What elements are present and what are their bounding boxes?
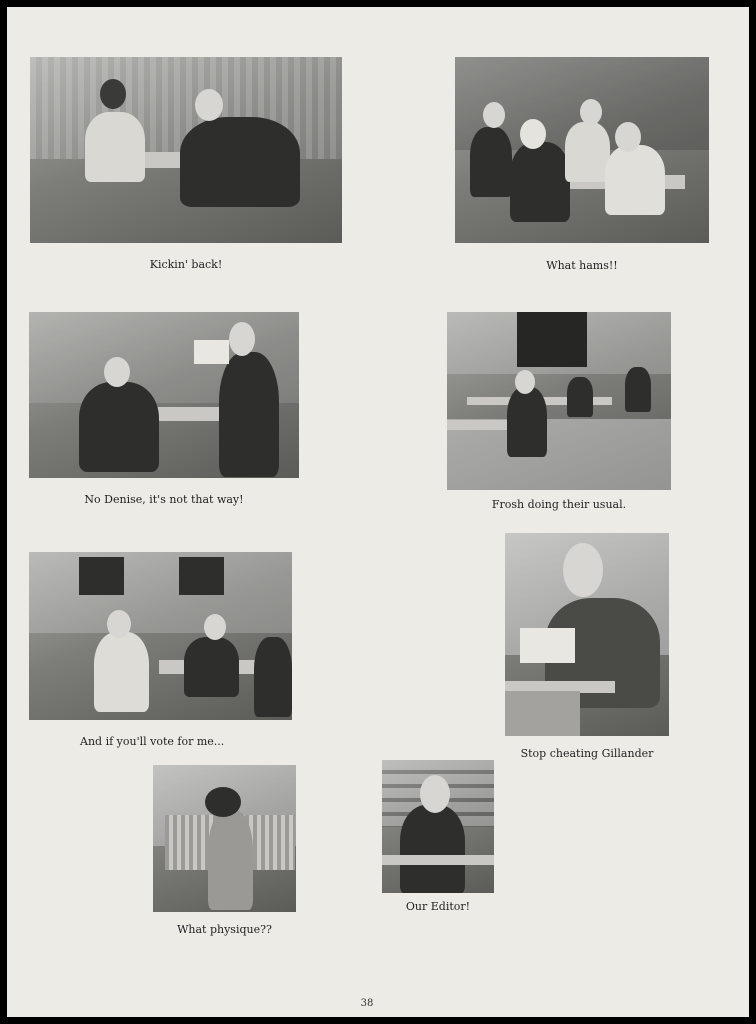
- photo-no-denise: [29, 312, 299, 478]
- photo-what-physique: [153, 765, 296, 912]
- caption-kickin-back: Kickin' back!: [149, 258, 223, 271]
- caption-our-editor: Our Editor!: [405, 900, 471, 913]
- caption-what-hams: What hams!!: [546, 259, 618, 272]
- caption-vote-for-me: And if you'll vote for me...: [80, 735, 225, 748]
- caption-stop-cheating: Stop cheating Gillander: [520, 747, 654, 760]
- photo-what-hams: [455, 57, 709, 243]
- yearbook-page: [7, 7, 749, 1017]
- page-number: 38: [360, 998, 374, 1009]
- photo-frosh: [447, 312, 671, 490]
- caption-what-physique: What physique??: [177, 923, 272, 936]
- photo-vote-for-me: [29, 552, 292, 720]
- photo-stop-cheating: [505, 533, 669, 736]
- photo-kickin-back: [30, 57, 342, 243]
- caption-frosh: Frosh doing their usual.: [491, 498, 627, 511]
- caption-no-denise: No Denise, it's not that way!: [84, 493, 244, 506]
- photo-our-editor: [382, 760, 494, 893]
